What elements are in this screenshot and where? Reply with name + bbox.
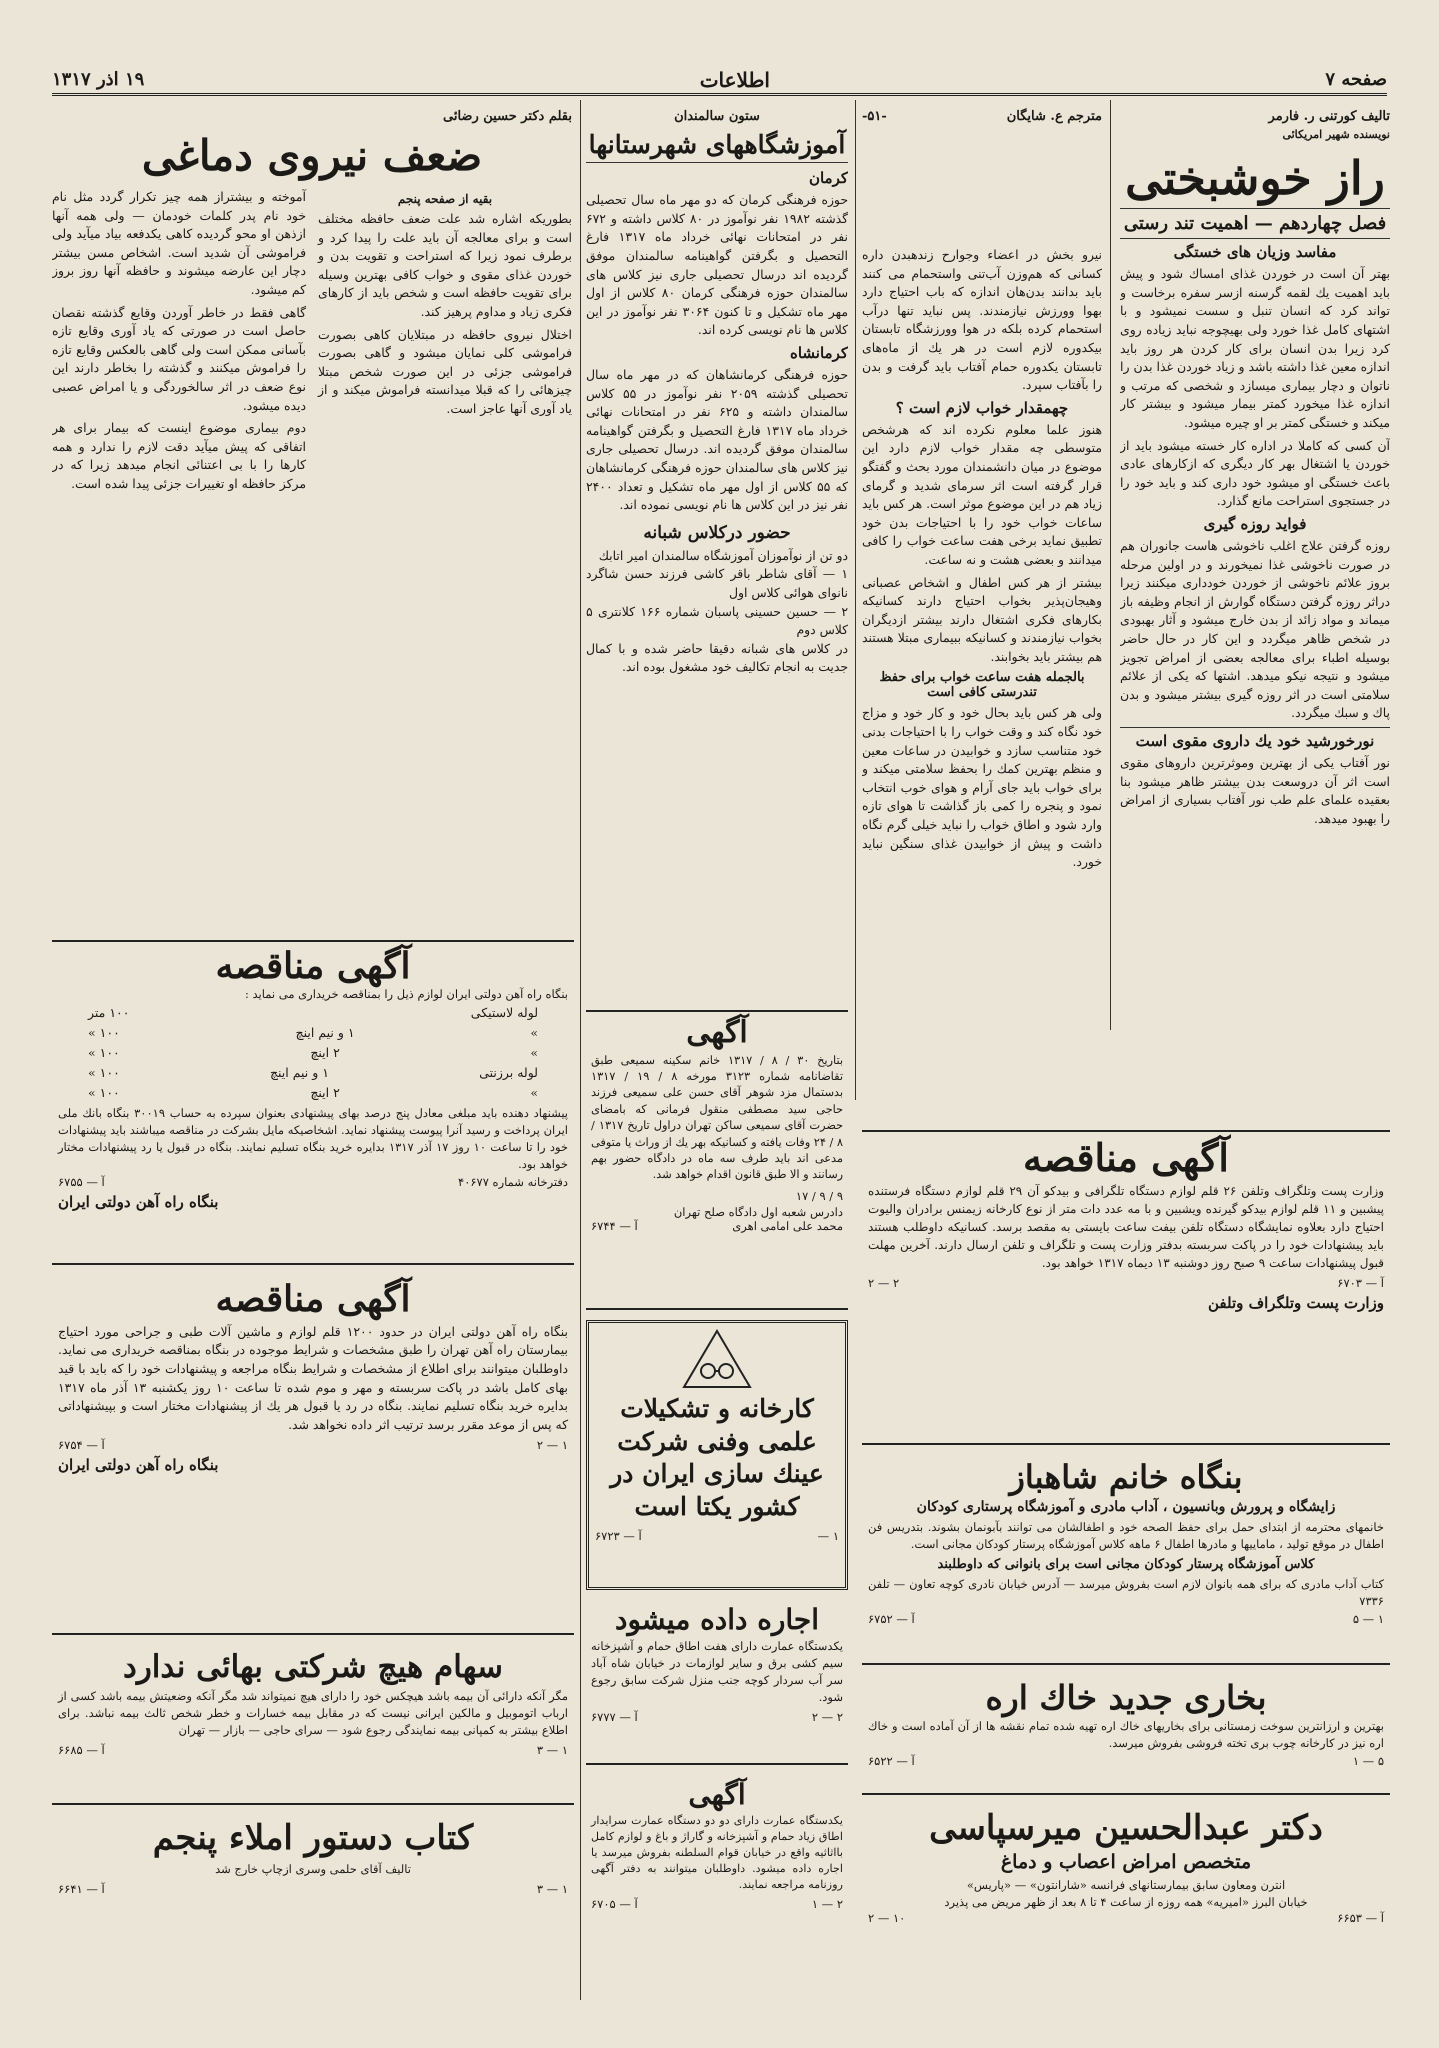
section-heading: چهمقدار خواب لازم است ؟ (895, 398, 1069, 417)
ad-saham (52, 1645, 574, 1805)
ad-ref-number: ۱ — ۳ (536, 1742, 568, 1757)
continued-label: بقیه از صفحه پنجم (397, 192, 493, 207)
ad-body: یکدستگاه عمارت دارای دو دو دستگاه عمارت سرایدار اطاق زیاد حمام و آشپزخانه و گاراژ و باغ و لوازم کامل بااثاثیه واقع در خیابان قوام السلطنه بفروش میرسد یا اجاره داده میشود. داوطلبان میتوانند به دفتر آگهی روزنامه مراجعه نمایند. (591, 1814, 843, 1892)
ad-body: یکدستگاه عمارت دارای هفت اطاق حمام و آشپزخانه سیم کشی برق و سایر لوازمات در خیابان شاه آباد سر آب سردار کوچه جنب منزل شرکت سابق رجوع شود. (591, 1639, 843, 1705)
city-heading: کرمان (808, 169, 848, 188)
article-title: آموزشگاههای شهرستانها (586, 132, 848, 163)
ad-footer: بنگاه راه آهن دولتی ایران (58, 1456, 219, 1475)
ad-body: تالیف آقای حلمی وسری ازچاپ خارج شد (215, 1861, 411, 1876)
list-item: ۱ — آقای شاطر باقر کاشی فرزند حسن شاگرد نانوای هوائی کلاس اول (586, 566, 848, 600)
byline-note: نویسنده شهیر امریکائی (1282, 128, 1390, 141)
column-label: ستون سالمندان (674, 109, 760, 124)
byline-author: تالیف کورتنی ر. فارمر (1268, 109, 1390, 124)
ad-agahi-house (586, 1775, 848, 1940)
ad-title: بنگاه خانم شاهباز (1009, 1458, 1243, 1496)
ad-ref-code: آ — ۶۷۵۵ (58, 1174, 105, 1189)
ad-title: کارخانه و تشکیلات علمی وفنی شرکت عینك سازی ایران در کشور یکتا است (610, 1394, 824, 1521)
article-title: راز خوشبختی (1125, 151, 1385, 205)
ad-ref-code: آ — ۶۷۲۳ (595, 1529, 642, 1543)
ad-line: خیابان البرز «امیریه» همه روزه از ساعت ۴ تا ۸ بعد از ظهر مریض می پذیرد (944, 1894, 1308, 1909)
table-row: لوله برزنتی ۱ و نیم اینچ ۱۰۰ » (88, 1064, 538, 1080)
list-item: ۲ — حسین حسینی پاسبان شماره ۱۶۶ کلانتری ۵ کلاس دوم (586, 603, 848, 638)
ad-ref-number: ۵ — ۱ (1352, 1753, 1384, 1768)
ad-ref-code: آ — ۶۷۷۷ (591, 1710, 638, 1725)
column-divider (855, 100, 856, 1100)
ad-title: آگهی (688, 1778, 746, 1811)
ad-title: بخاری جدید خاك اره (985, 1678, 1267, 1717)
ad-title: آگهی (686, 1015, 748, 1050)
ad-title: آگهی مناقصه (1023, 1135, 1229, 1180)
ad-ref-code: آ — ۶۷۵۲ (868, 1611, 915, 1626)
ad-line: انترن ومعاون سابق بیمارستانهای فرانسه «شارانتون» — «پاریس» (966, 1877, 1286, 1892)
table-row: » ۱ و نیم اینچ ۱۰۰ » (88, 1024, 538, 1040)
ad-ref-number: ۱۰ — ۲ (868, 1910, 906, 1925)
paper-name: اطلاعات (699, 67, 770, 92)
column-divider (1110, 100, 1111, 1030)
ad-ejare (586, 1600, 848, 1765)
ad-ref-office: دفترخانه شماره ۴۰۶۷۷ (458, 1174, 568, 1189)
byline-author: بقلم دکتر حسین رضائی (443, 109, 572, 124)
ad-ref-office: دادرس شعبه اول دادگاه صلح تهران (673, 1204, 843, 1219)
paragraph: اختلال نیروی حافظه در مبتلایان کاهی بصورت فراموشی کلی نمایان میشود و گاهی بصورت فراموشی جزئی در این صورت شخص مبتلا چیزهائی را که قبلا میدانسته فراموش میکند و از یاد آوری آنها عاجز است. (318, 326, 572, 417)
paragraph: بیشتر از هر کس اطفال و اشخاص عصبانی وهیجان‌پذیر بخواب احتیاج دارند کسانیکه بکارهای فکری اشتغال دارند بیشتر ازدیگران بخواب نیازمندند و کسانیکه ببیماری مبتلا هستند هم بیشتر باید بخوابند. (862, 574, 1102, 664)
glasses-icon (595, 1329, 839, 1389)
ad-ref-code: آ — ۶۶۴۱ (58, 1881, 105, 1896)
ad-body: بهترین و ارزانترین سوخت زمستانی برای بخاریهای خاك اره تهیه شده تمام نقشه ها از آن آماده است و خاك اره نیز در کارخانه چوب بری تخته فروشی بفروش میرسد. (868, 1718, 1384, 1750)
ad-subtitle: متخصص امراض اعصاب و دماغ (1000, 1850, 1252, 1873)
section-heading: مفاسد وزیان های خستگی (1173, 243, 1337, 262)
paragraph: بهتر آن است در خوردن غذای امساك شود و پیش باید اهمیت یك لقمه گرسنه ازسر سفره برخاست و تواند کرد که انسان تنبل و سست نمیشود و با اشتهای کامل غذا خورد ولی بهیچوجه نباید زیاده روی کرد زیرا بدن انسان برای کار کردن هر روز باید اندازه معین غذا داشته باشد و زیاد خوردن غذا بدن را ناتوان و دچار بیماری میسازد و شخصی که مرتب و اندازه غذا میخورد کمتر بیمار میشود و بیشتر کار میکند و خستگی کمتر بر او چیره میشود. (1120, 266, 1390, 431)
ad-ref-code: آ — ۶۷۰۵ (591, 1897, 638, 1912)
ad-bokhari (862, 1675, 1390, 1795)
paragraph: حوزه فرهنگی کرمان که دو مهر ماه سال تحصیلی گذشته ۱۹۸۲ نفر نوآموز در ۸۰ کلاس داشته و ۶۷۲ نفر در امتحانات نهائی خرداد ماه ۱۳۱۷ فارغ التحصیل و بگرفتن گواهینامه سالمندان موفق گردیده اند درسال تحصیلی جاری نیز کلاس های سالمندان حوزه فرهنگی کرمان ۸۰ کلاس از اول مهر ماه تشکیل و تا کنون ۳۰۶۴ نفر نوآموز در این کلاس ها نام نویسی کرده اند. (586, 192, 848, 338)
ad-body: خانمهای محترمه از ابتدای حمل برای حفظ الصحه خود و اطفالشان می توانند بآبونمان بشوند. بتدریس فن اطفال در موقع تولید ، ماماییها و مادرها اطفال ۶ ماهه کلاس آموزشگاه پرستار کودکان مجانی است. (868, 1519, 1384, 1551)
ad-shahbaz (862, 1455, 1390, 1665)
ad-monaqese-rail-2 (52, 1275, 574, 1635)
paragraph: نیرو بخش در اعضاء وجوارح زندهبدن داره کسانی که هم‌وزن آب‌تنی واستحمام می کنند باید بدانند بدن‌هان اندازه که باب احتیاج دارد بهوا وورزش نیازمندند. پس نباید تنها درآب استحمام کرده بلکه در هوا وورزشگاه تابستان بیکدوره لازم است در هر یك از ماه‌های تابستان یکدوره حمام آفتاب باید گرفت و بدن را بآفتاب سپرد. (862, 247, 1102, 393)
paragraph: ولی هر کس باید بحال خود و کار خود و مزاج خود نگاه کند و وقت خواب را با احتیاجات بدنی خود متناسب سازد و خوابیدن در ساعات معین و منظم بهترین کمك را بحفظ سلامتی میکند و برای خواب باید جای آرام و هوای خوب انتخاب نمود و پنجره را کمی باز گذاشت تا هوای تازه وارد شود و اطاق خواب را نباید خیلی گرم نگاه داشت و پیش از خوابیدن غذای سنگین نباید خورد. (862, 705, 1102, 870)
ad-ketab (52, 1815, 574, 1925)
paragraph: آموخته و بیشتراز همه چیز تکرار گردد مثل نام خود نام پدر کلمات خودمان — ولی همه آنها ازذهن او محو گردیده کاهی یکدفعه بیاد میآید ولی فراموشی آن شدید است. اشخاص مسن بیشتر دچار این عارضه میشوند و حافظه آنها روز بروز کم میشود. (52, 189, 306, 298)
ad-highlight: کلاس آموزشگاه پرستار کودکان مجانی است برای بانوانی که داوطلبند (937, 1556, 1315, 1572)
chapter-subtitle: فصل چهاردهم — اهمیت تند رستی (1120, 208, 1390, 239)
table-row: » ۲ اینچ ۱۰۰ » (88, 1084, 538, 1100)
city-heading: کرمانشاه (789, 344, 848, 362)
ad-ref-number: ۱ — ۳ (536, 1881, 568, 1896)
article-title: ضعف نیروی دماغی (141, 131, 483, 180)
ad-footer: وزارت پست وتلگراف وتلفن (1207, 1293, 1384, 1312)
ad-ref-code: آ — ۶۶۸۵ (58, 1742, 105, 1757)
ad-footer: بنگاه راه آهن دولتی ایران (58, 1192, 219, 1211)
section-heading: بالجمله هفت ساعت خواب برای حفظ تندرستی کافی است (879, 670, 1085, 701)
section-heading: نورخورشید خود یك داروی مقوی است (1120, 727, 1390, 750)
ad-monaqese-post (862, 1130, 1390, 1445)
ad-ref-number: ۲ — ۲ (811, 1710, 843, 1725)
paragraph: حوزه فرهنگی کرمانشاهان که در مهر ماه سال تحصیلی گذشته ۲۰۵۹ نفر نوآموز در ۵۵ کلاس سالمندان داشته و ۶۲۵ نفر در امتحانات نهائی خرداد ماه ۱۳۱۷ فارغ التحصیل و بگرفتن گواهینامه سالمندان موفق گردیده اند. درسال تحصیلی جاری نیز کلاس های سالمندان حوزه فرهنگی کرمانشاهان که ۵۵ کلاس از اول مهر ماه تشکیل و تعداد ۲۴۰۰ نفر نیز در این کلاس ها نام نویسی نموده اند. (586, 367, 848, 513)
paragraph: دو تن از نوآموزان آموزشگاه سالمندان امیر اتابك (598, 547, 848, 563)
ad-ref-number: ۱ — ۵ (1352, 1611, 1384, 1626)
ad-title: اجاره داده میشود (614, 1603, 820, 1636)
table-row: » ۲ اینچ ۱۰۰ » (88, 1044, 538, 1060)
byline-episode: -۵۱- (862, 109, 887, 124)
ad-ref-code: آ — ۶۷۴۴ (591, 1218, 638, 1233)
byline-translator: مترجم ع. شایگان (1006, 109, 1102, 124)
ad-monaqese-rail-1 (52, 940, 574, 1265)
spec-table (58, 1003, 568, 1103)
ad-title: کتاب دستور املاء پنجم (152, 1818, 474, 1858)
paragraph: آن کسی که کاملا در اداره کار خسته میشود باید از خوردن یا اشتغال بهر کار دیگری که ازکارهای عادی باعث خستگی او میشود خود داری کند و باید خود را در جستجوی استراحت مانع گذارد. (1120, 437, 1390, 509)
ad-ref-code: آ — ۶۷۰۳ (1337, 1275, 1384, 1290)
section-heading: فواید روزه گیری (1203, 515, 1307, 534)
ad-ref-code: آ — ۶۷۵۴ (58, 1438, 105, 1453)
ad-body: کتاب آداب مادری که برای همه بانوان لازم است بفروش میرسد — آدرس خیابان نادری کوچه تعاون — تلفن ۷۳۳۶ (868, 1576, 1384, 1608)
ad-agahi-court (586, 1010, 848, 1310)
ad-title: آگهی مناقصه (215, 1278, 411, 1320)
glasses-icon-graphic (682, 1329, 752, 1389)
ad-body: بتاریخ ۳۰ / ۸ / ۱۳۱۷ خانم سکینه سمیعی طبق تقاضانامه شماره ۳۱۲۳ مورخه ۸ / ۱۹ / ۱۳۱۷ بدستمال مزد شوهر آقای حسن علی سمیعی فرزند حاجی سید مصطفی منقول فرمانی که بامضای حضرت آقای سمیعی ساکن تهران دراول تاریخ ۱۳۱۷ / ۸ / ۲۴ وفات یافته و کسانیکه بهر یك از وراث یا متوفی مدعی اند باید طرف سه ماه در دادگاه حضور بهم رسانند و الا طبق قانون اقدام خواهد شد. (591, 1053, 844, 1182)
ad-body: پیشنهاد دهنده باید مبلغی معادل پنج درصد بهای پیشنهادی بعنوان سپرده به حساب ۳۰۰۱۹ بنگاه بانك ملی ایران پرداخت و رسید آنرا پیوست پیشنهاد نماید. اشخاصیکه مایل بشرکت در مناقصه میباشند باید پیشنهادات خود را تا ساعت ۱۰ روز ۱۷ آذر ۱۳۱۷ بدایره خرید بنگاه تسلیم نمایند. بنگاه در قبول یا رد پیشنهادات مختار خواهد بود. (58, 1105, 568, 1171)
ad-title: سهام هیچ شرکتی بهائی ندارد (123, 1649, 503, 1685)
ad-ref-number: ۲ — ۱ (811, 1897, 843, 1912)
section-heading: حضور درکلاس شبانه (643, 522, 791, 543)
column-divider (580, 100, 581, 2000)
paragraph: گاهی فقط در خاطر آوردن وقایع گذشته نقصان حاصل است در صورتی که یاد آوری وقایع تازه بآسانی ممکن است ولی گاهی بالعکس وقایع تازه را فراموش میکنند و گذشته را بخاطر دارند این نوع ضعف در اثر سالخوردگی و یا امراض عصبی دیده میشود. (52, 304, 306, 413)
issue-date: ۱۹ اذر ۱۳۱۷ (52, 69, 145, 90)
article-raz-khoshbakhti (1120, 108, 1390, 1123)
page-number: صفحه ۷ (1325, 69, 1387, 90)
ad-ref-name: محمد علی امامی اهری (732, 1218, 843, 1233)
article-amoozeshgah (586, 108, 848, 1003)
page-header (52, 66, 1387, 96)
ad-intro: بنگاه راه آهن دولتی ایران لوازم ذیل را بمناقصه خریداری می نماید : (244, 986, 568, 1001)
ad-ref-number: ۱ — (817, 1529, 839, 1543)
paragraph: روزه گرفتن علاج اغلب ناخوشی هاست جانوران هم در صورت ناخوشی غذا نمیخورند و در اولین مرحله بروز علائم ناخوشی از خوردن خودداری میکنند زیرا دراثر روزه گرفتن دستگاه گوارش از انجام وظیفه باز میماند و مواد زائد از بدن خارج میشود و آثار بهبودی در شخص ظاهر میگردد و این کار در حال حاضر بوسیله اطباء برای معالجه بعضی از امراض تجویز میشود و نتیجه نیکو میدهد. اشتها که یکی از علائم سلامتی است در اثر روزه گیری بیشتر میشود و بدن پاك و سبك میگردد. (1120, 538, 1390, 721)
ad-title: دکتر عبدالحسین میرسپاسی (929, 1808, 1323, 1848)
ad-subtitle: زایشگاه و پرورش وبانسیون ، آداب مادری و آموزشگاه پرستاری کودکان (916, 1498, 1336, 1515)
ad-ref-number: ۱ — ۲ (536, 1438, 568, 1453)
ad-ref-code: آ — ۶۵۲۲ (868, 1753, 915, 1768)
ad-body: وزارت پست وتلگراف وتلفن ۲۶ قلم لوازم دستگاه تلگرافی و بیدکو آن ۲۹ قلم لوازم دستگاه فرستنده پیشبین و ۱۱ قلم لوازم بیدکو گیرنده ویشبین و با مه عدد دات متر از نوع کارخانه زیمنس برادران والیوت احتیاج دارد بعلاوه نمایشگاه دستگاه تلفن بیفت ساعت بایستی به مقصد برسد. کسانیکه داوطلب هستند باید پیشنهادات خود را در پاکت سربسته بدفتر وزارت پست و تلگراف و تلفن ارسال دارند. آخرین مهلت قبول پیشنهادات ساعت ۹ صبح روز دوشنبه ۱۳ دیماه ۱۳۱۷ خواهد بود. (868, 1183, 1385, 1270)
article-zaf-niru (52, 108, 572, 898)
ad-date: ۹ / ۹ / ۱۷ (795, 1188, 843, 1203)
ad-doctor (862, 1805, 1390, 1940)
article-raz-continued (862, 108, 1102, 1123)
paragraph: دوم بیماری موضوع اینست که بیمار برای هر اتفاقی که پیش میآید دقت لازم را ندارد و همه کارها را با بی اعتنائی انجام میدهد زیرا که در مرکز حافظه او تغییرات جزئی پیدا شده است. (52, 420, 306, 491)
paragraph: هنوز علما معلوم نکرده اند که هرشخص متوسطی چه مقدار خواب لازم دارد این موضوع در میان دانشمندان مورد بحث و گفتگو قرار گرفته است اثر سرمای شدید و گرمای زیاد هم در این موضوع موثر است. هر کس باید ساعات خواب خود را با احتیاجات بدن خود تطبیق نماید برخی هفت ساعت خواب را کافی میدانند و بعضی هشت و نه ساعت. (862, 421, 1102, 567)
ad-karkhane-eynak (586, 1320, 848, 1590)
ad-body: مگر آنکه دارائی آن بیمه باشد هیچکس خود را دارای هیچ نمیتواند شد مگر آنکه وضعیتش بیمه باشد کسی از ارباب اتوموبیل و مالکین ایرانی نیست که در مقابل بیمه خسارات و خطر شخص ثالث بیمه نباشد. برای اطلاع بیشتر به کمپانی بیمه نمایندگی رجوع شود — سرای حاجی — بازار — تهران (58, 1688, 568, 1737)
ad-ref-code: آ — ۶۶۵۳ (1337, 1910, 1384, 1925)
paragraph: نور آفتاب یکی از بهترین وموثرترین داروهای مقوی است اثر آن دروسعت بدن بیشتر ظاهر میشود بنا بعقیده علمای علم طب نور آفتاب بسیاری از امراض را بهبود میدهد. (1120, 754, 1390, 826)
paragraph: در کلاس های شبانه دقیقا حاضر شده و با کمال جدیت به انجام تکالیف خود مشغول بوده اند. (586, 640, 848, 675)
table-row: لوله لاستیکی ۱۰۰ متر (88, 1004, 538, 1020)
ad-ref-number: ۲ — ۲ (868, 1275, 900, 1290)
ad-body: بنگاه راه آهن دولتی ایران در حدود ۱۲۰۰ قلم لوازم و ماشین آلات طبی و جراحی مورد احتیاج بیمارستان راه آهن تهران را طبق مشخصات و شرایط موجوده در بنگاه بمناقصه خریداری می نماید. داوطلبان میتوانند برای اطلاع از مشخصات و شرایط بنگاه مراجعه و پیشنهادات خود را که باید با قید بهای کامل باشد در پاکت سربسته و مهر و موم شده تا ساعت ۱۰ روز یکشنبه ۱۳ آذر ماه ۱۳۱۷ بدایره خرید بنگاه تسلیم نمایند. بنگاه در رد یا قبول هر یك از پیشنهادات مختار است و بپیشنهاداتی که پس از موعد مقرر برسد ترتیب اثر داده نخواهد شد. (58, 1323, 569, 1432)
paragraph: بطوریکه اشاره شد علت ضعف حافظه مختلف است و برای معالجه آن باید علت را پیدا کرد و برطرف نمود زیرا که استراحت و تقویت بدن و خوردن غذای مقوی و خواب کافی بهترین وسیله برای تقویت حافظه است و شخص باید از کارهای فکری زیاد و مداوم پرهیز کند. (318, 211, 572, 320)
ad-title: آگهی مناقصه (215, 945, 411, 987)
